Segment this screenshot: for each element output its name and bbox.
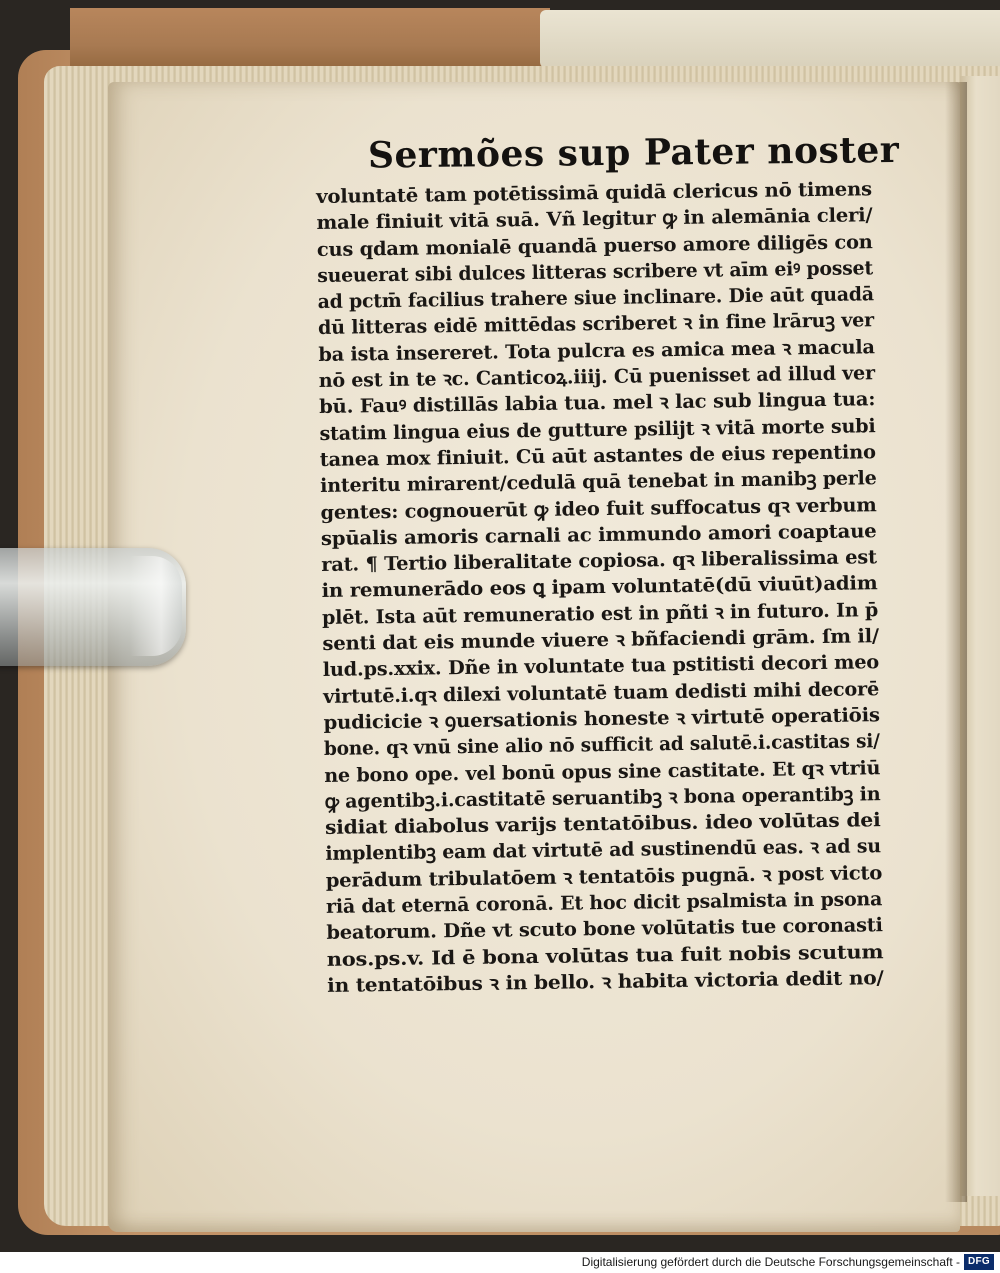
text-line: ad pctm̄ facilius trahere siue inclinare. Die aūt quadā — [317, 283, 874, 314]
dfg-logo: DFG — [964, 1254, 994, 1270]
paper-tape — [540, 10, 1000, 68]
text-line: cus qdam monialē quandā puerso amore diligēs con — [316, 230, 873, 261]
text-line: in remunerādo eos ꝗ ipam voluntatē(dū viuūt)adim — [321, 572, 878, 603]
text-line: sidiat diabolus varijs tentatōibus. ideo volūtas dei — [324, 809, 881, 840]
text-line: sueuerat sibi dulces litteras scribere vt aīm eiꝰ posset — [317, 257, 874, 287]
text-line: voluntatē tam potētissimā quidā clericus nō timens — [316, 178, 873, 208]
text-line: implentibꝫ eam dat virtutē ad sustinendū eas. ꝛ ad su — [325, 835, 882, 866]
text-line: plēt. Ista aūt remuneratio est in pñti ꝛ in futuro. In p̄ — [321, 598, 879, 629]
text-line: rat. ¶ Tertio liberalitate copiosa. qꝛ liberalissima est — [321, 546, 877, 577]
text-line: virtutē.i.qꝛ dilexi voluntatē tuam dedisti mihi decorē — [323, 677, 880, 708]
footer-credit: Digitalisierung gefördert durch die Deutsche Forschungsgemeinschaft - — [581, 1255, 960, 1269]
glass-highlight — [130, 556, 182, 656]
text-line: senti dat eis munde viuere ꝛ bñfaciendi grām. ſm il/ — [322, 625, 880, 656]
text-line: dū litteras eidē mittēdas scriberet ꝛ in fine lrāruꝫ ver — [317, 309, 875, 340]
text-line: pudicicie ꝛ ꝯuersationis honeste ꝛ virtutē operatiōis — [323, 704, 880, 734]
text-line: in tentatōibus ꝛ in bello. ꝛ habita victoria dedit no/ — [327, 967, 884, 997]
text-line: riā dat eternā coronā. Et hoc dicit psalmista in psona — [325, 888, 883, 918]
text-line: statim lingua eius de gutture psilijt ꝛ vitā morte subi — [319, 414, 876, 445]
text-block — [316, 176, 887, 999]
text-line: ba ista insereret. Tota pulcra es amica mea ꝛ macula — [318, 335, 875, 366]
text-line: gentes: cognouerūt ꝙ ideo fuit suffocatus qꝛ verbum — [320, 493, 877, 524]
text-line: beatorum. Dñe vt scuto bone volūtatis tue coronasti — [326, 914, 883, 945]
text-line: male finiuit vitā suā. Vñ legitur ꝙ in alemānia cleri/ — [316, 204, 873, 235]
text-line: perādum tribulatōem ꝛ tentatōis pugnā. ꝛ post victo — [325, 861, 883, 892]
gutter-shadow — [945, 82, 967, 1202]
text-line: ne bono ope. vel bonū opus sine castitate. Et qꝛ vtriū — [324, 756, 881, 787]
text-line: spūalis amoris carnali ac immundo amori coaptaue — [320, 520, 877, 550]
text-line: bone. qꝛ vnū sine alio nō sufficit ad salutē.i.castitas si/ — [323, 730, 880, 761]
footer-bar — [0, 1252, 1000, 1273]
text-line: tanea mox finiuit. Cū aūt astantes de eius repentino — [319, 441, 876, 471]
text-line: nō est in te ꝛc. Canticoꝝ.iiij. Cū puenisset ad illud ver — [318, 362, 875, 393]
text-line: interitu mirarent/cedulā quā tenebat in manibꝫ perle — [320, 467, 877, 498]
text-line: nos.ps.v. Id ē bona volūtas tua fuit nobis scutum — [326, 940, 884, 971]
text-line: lud.ps.xxix. Dñe in voluntate tua pstitisti decori meo — [322, 651, 880, 682]
text-line: bū. Fauꝰ distillās labia tua. mel ꝛ lac sub lingua tua: — [318, 388, 876, 419]
cover-strap — [70, 8, 550, 70]
running-head: Sermões sup Pater noster — [367, 128, 900, 177]
text-line: ꝙ agentibꝫ.i.castitatē seruantibꝫ ꝛ bona operantibꝫ in — [324, 783, 881, 813]
